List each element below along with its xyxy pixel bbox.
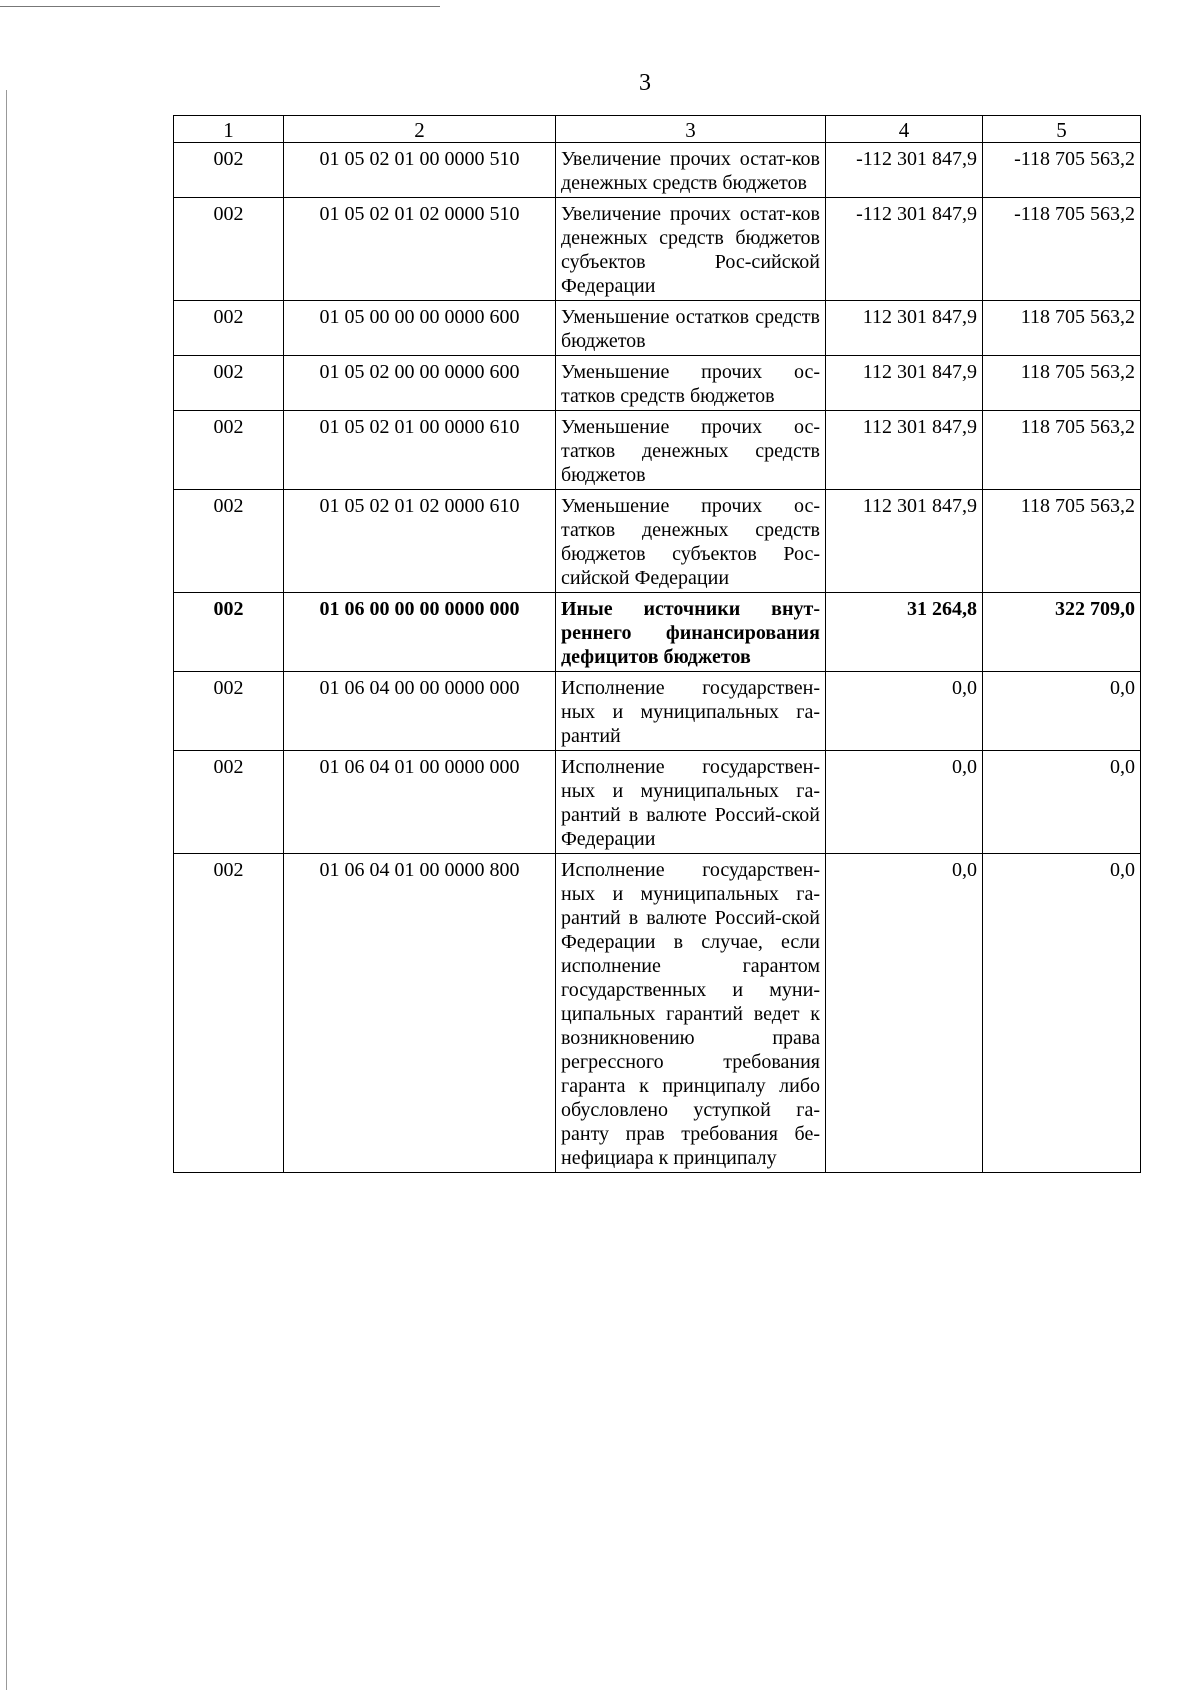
source-code-cell: 01 06 04 00 00 0000 000 — [284, 672, 556, 751]
amount-year1-cell: 0,0 — [826, 672, 983, 751]
amount-year2-cell: -118 705 563,2 — [983, 198, 1141, 301]
column-header-2: 2 — [284, 116, 556, 143]
admin-code-cell: 002 — [174, 198, 284, 301]
table-row — [174, 356, 1141, 411]
table-row — [174, 198, 1141, 301]
amount-year1-cell: -112 301 847,9 — [826, 143, 983, 198]
source-code-cell: 01 06 04 01 00 0000 800 — [284, 854, 556, 1173]
amount-year1-cell: 0,0 — [826, 854, 983, 1173]
admin-code-cell: 002 — [174, 672, 284, 751]
source-name-cell: Уменьшение прочих ос-татков денежных средств бюджетов субъектов Рос-сийской Федерации — [556, 490, 826, 593]
source-code-cell: 01 06 04 01 00 0000 000 — [284, 751, 556, 854]
amount-year1-cell: 112 301 847,9 — [826, 490, 983, 593]
table-row — [174, 490, 1141, 593]
table-row — [174, 301, 1141, 356]
amount-year1-cell: 112 301 847,9 — [826, 356, 983, 411]
admin-code-cell: 002 — [174, 411, 284, 490]
amount-year1-cell: 112 301 847,9 — [826, 301, 983, 356]
source-code-cell: 01 06 00 00 00 0000 000 — [284, 593, 556, 672]
budget-sources-table — [173, 115, 1141, 1173]
table-header-row — [174, 116, 1141, 143]
source-code-cell: 01 05 02 00 00 0000 600 — [284, 356, 556, 411]
admin-code-cell: 002 — [174, 751, 284, 854]
admin-code-cell: 002 — [174, 301, 284, 356]
scan-edge-left — [6, 90, 7, 1690]
page-number: 3 — [639, 70, 651, 96]
amount-year1-cell: -112 301 847,9 — [826, 198, 983, 301]
source-name-cell: Иные источники внут-реннего финансирования дефицитов бюджетов — [556, 593, 826, 672]
table-row — [174, 411, 1141, 490]
amount-year2-cell: 0,0 — [983, 751, 1141, 854]
table-row — [174, 143, 1141, 198]
source-name-cell: Исполнение государствен-ных и муниципальных га-рантий в валюте Россий-ской Федерации в случае, если исполнение гарантом государственных и муни-ципальных гарантий ведет к возникновению права регрессного требования гаранта к принципалу либо обусловлено уступкой га-ранту прав требования бе-нефициара к принципалу — [556, 854, 826, 1173]
amount-year2-cell: 322 709,0 — [983, 593, 1141, 672]
table-row-subtotal — [174, 593, 1141, 672]
scan-edge-top — [0, 6, 440, 7]
amount-year2-cell: 0,0 — [983, 854, 1141, 1173]
source-code-cell: 01 05 02 01 02 0000 510 — [284, 198, 556, 301]
amount-year1-cell: 0,0 — [826, 751, 983, 854]
admin-code-cell: 002 — [174, 143, 284, 198]
source-name-cell: Уменьшение остатков средств бюджетов — [556, 301, 826, 356]
admin-code-cell: 002 — [174, 854, 284, 1173]
source-name-cell: Увеличение прочих остат-ков денежных средств бюджетов субъектов Рос-сийской Федерации — [556, 198, 826, 301]
amount-year2-cell: 118 705 563,2 — [983, 301, 1141, 356]
table-row — [174, 751, 1141, 854]
table-row — [174, 854, 1141, 1173]
source-code-cell: 01 05 02 01 00 0000 610 — [284, 411, 556, 490]
amount-year1-cell: 112 301 847,9 — [826, 411, 983, 490]
admin-code-cell: 002 — [174, 490, 284, 593]
admin-code-cell: 002 — [174, 356, 284, 411]
source-name-cell: Уменьшение прочих ос-татков средств бюджетов — [556, 356, 826, 411]
amount-year2-cell: 118 705 563,2 — [983, 490, 1141, 593]
column-header-4: 4 — [826, 116, 983, 143]
source-name-cell: Уменьшение прочих ос-татков денежных средств бюджетов — [556, 411, 826, 490]
amount-year1-cell: 31 264,8 — [826, 593, 983, 672]
column-header-1: 1 — [174, 116, 284, 143]
amount-year2-cell: -118 705 563,2 — [983, 143, 1141, 198]
table-row — [174, 672, 1141, 751]
source-code-cell: 01 05 00 00 00 0000 600 — [284, 301, 556, 356]
source-name-cell: Исполнение государствен-ных и муниципальных га-рантий — [556, 672, 826, 751]
source-code-cell: 01 05 02 01 02 0000 610 — [284, 490, 556, 593]
source-name-cell: Исполнение государствен-ных и муниципальных га-рантий в валюте Россий-ской Федерации — [556, 751, 826, 854]
amount-year2-cell: 118 705 563,2 — [983, 356, 1141, 411]
column-header-5: 5 — [983, 116, 1141, 143]
amount-year2-cell: 0,0 — [983, 672, 1141, 751]
column-header-3: 3 — [556, 116, 826, 143]
amount-year2-cell: 118 705 563,2 — [983, 411, 1141, 490]
admin-code-cell: 002 — [174, 593, 284, 672]
source-code-cell: 01 05 02 01 00 0000 510 — [284, 143, 556, 198]
source-name-cell: Увеличение прочих остат-ков денежных средств бюджетов — [556, 143, 826, 198]
